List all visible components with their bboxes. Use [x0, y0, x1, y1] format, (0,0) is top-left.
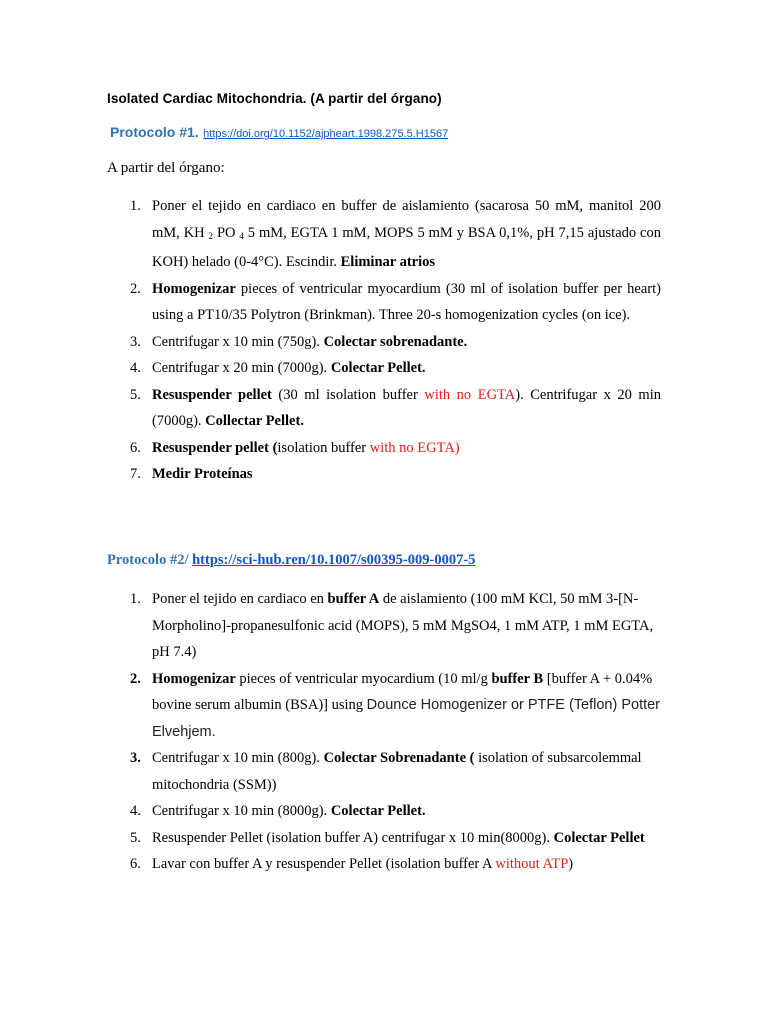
step-text: de aislamiento (100 mM KCl, 50 mM 3-[N-Morpholino]-propanesulfonic acid (MOPS), 5 mM MgSO4, 1 mM ATP, 1 mM EGTA, pH 7.4)	[152, 591, 654, 660]
document-title: Isolated Cardiac Mitochondria. (A partir del órgano)	[107, 91, 442, 106]
step-number: 3.	[130, 333, 141, 350]
step-emphasis: Homogenizar	[152, 280, 236, 297]
step-emphasis: Homogenizar	[152, 670, 236, 687]
step-emphasis: buffer A	[327, 591, 380, 607]
list-item	[107, 329, 661, 356]
step-highlight: with no EGTA)	[369, 439, 460, 456]
list-item	[107, 586, 667, 666]
step-number: 4.	[130, 360, 141, 376]
step-number: 1.	[130, 591, 141, 607]
step-text: Centrifugar x 10 min (800g).	[152, 750, 324, 766]
step-text: pieces of ventricular myocardium (30 ml of isolation buffer per heart) using a PT10/35 Polytron (Brinkman). Three 20-s homogenization cycles (on ice).	[152, 280, 661, 323]
protocol-2-separator: /	[184, 552, 193, 568]
protocol-1-label: Protocolo #1.	[110, 124, 199, 140]
protocol-2-link[interactable]: https://sci-hub.ren/10.1007/s00395-009-0007-5	[192, 552, 476, 568]
step-text: Centrifugar x 10 min (750g).	[152, 333, 324, 350]
step-text: Poner el tejido en cardiaco en buffer de aislamiento (sacarosa 50 mM, manitol 200 mM, KH	[152, 198, 661, 241]
step-number: 5.	[130, 386, 141, 403]
step-text: Centrifugar x 20 min (7000g).	[152, 360, 331, 376]
step-emphasis: Medir Proteínas	[152, 466, 253, 482]
step-text: ). Centrifugar x 20 min (7000g).	[152, 386, 661, 429]
list-item	[107, 193, 661, 276]
step-text: Lavar con buffer A y resuspender Pellet (isolation buffer A	[152, 856, 496, 872]
step-emphasis: Colectar Pellet.	[330, 803, 426, 819]
intro-text: A partir del órgano:	[107, 160, 225, 176]
step-emphasis: Eliminar atrios	[340, 254, 436, 270]
step-emphasis: Colectar sobrenadante.	[323, 333, 468, 350]
protocol-2-label: Protocolo #2	[107, 552, 185, 568]
step-number: 4.	[130, 803, 141, 819]
step-text: (30 ml isolation buffer	[271, 386, 425, 403]
step-number: 6.	[130, 439, 141, 456]
step-text: Poner el tejido en cardiaco en	[152, 591, 328, 607]
step-text: 5 mM, EGTA 1 mM, MOPS 5 mM y BSA 0,1%, pH 7,15 ajustado con KOH) helado (0-4°C). Escindir.	[152, 224, 661, 270]
step-number: 7.	[130, 466, 141, 482]
step-emphasis: buffer B	[491, 670, 544, 687]
step-text-sans: Dounce Homogenizer or PTFE (Teflon) Potter Elvehjem.	[152, 697, 661, 740]
list-item	[107, 276, 661, 329]
step-emphasis: Collectar Pellet.	[205, 413, 304, 429]
step-text: pieces of ventricular myocardium (10 ml/g	[235, 670, 492, 687]
step-number: 2.	[130, 670, 141, 687]
protocol-2-steps	[107, 586, 667, 878]
list-item	[107, 798, 667, 825]
step-text: isolation buffer	[277, 439, 370, 456]
step-emphasis: Resuspender pellet (	[152, 439, 278, 456]
step-emphasis: Colectar Sobrenadante (	[323, 750, 475, 766]
list-item	[107, 666, 667, 746]
step-emphasis: Resuspender pellet	[152, 386, 272, 403]
list-item	[107, 435, 661, 462]
step-number: 1.	[130, 198, 141, 214]
protocol-1-doi-link[interactable]: https://doi.org/10.1152/ajpheart.1998.275.5.H1567	[203, 128, 449, 140]
step-highlight: with no EGTA	[424, 386, 516, 403]
list-item	[107, 745, 667, 798]
step-text: Centrifugar x 10 min (8000g).	[152, 803, 331, 819]
step-text: [buffer A + 0.04% bovine serum albumin (BSA)] using	[152, 670, 653, 713]
protocol-1-steps	[107, 193, 661, 488]
step-number: 2.	[130, 280, 141, 297]
protocol-1-heading	[110, 124, 448, 142]
step-highlight: without ATP	[495, 856, 569, 872]
list-item	[107, 825, 667, 852]
list-item	[107, 382, 661, 435]
step-emphasis: Colectar Pellet.	[330, 360, 426, 376]
list-item	[107, 461, 661, 488]
step-number: 6.	[130, 856, 141, 872]
step-number: 5.	[130, 829, 141, 846]
subscript: 2	[208, 230, 214, 241]
step-emphasis: Colectar Pellet	[553, 829, 645, 846]
step-text: PO	[213, 224, 240, 241]
step-text: )	[568, 856, 574, 872]
list-item	[107, 851, 667, 878]
list-item	[107, 355, 661, 382]
step-number: 3.	[130, 750, 141, 766]
step-text: Resuspender Pellet (isolation buffer A) centrifugar x 10 min(8000g).	[152, 829, 554, 846]
subscript: 4	[239, 230, 244, 241]
protocol-2-heading	[107, 552, 475, 569]
step-text: isolation of subsarcolemmal mitochondria (SSM))	[152, 750, 642, 793]
